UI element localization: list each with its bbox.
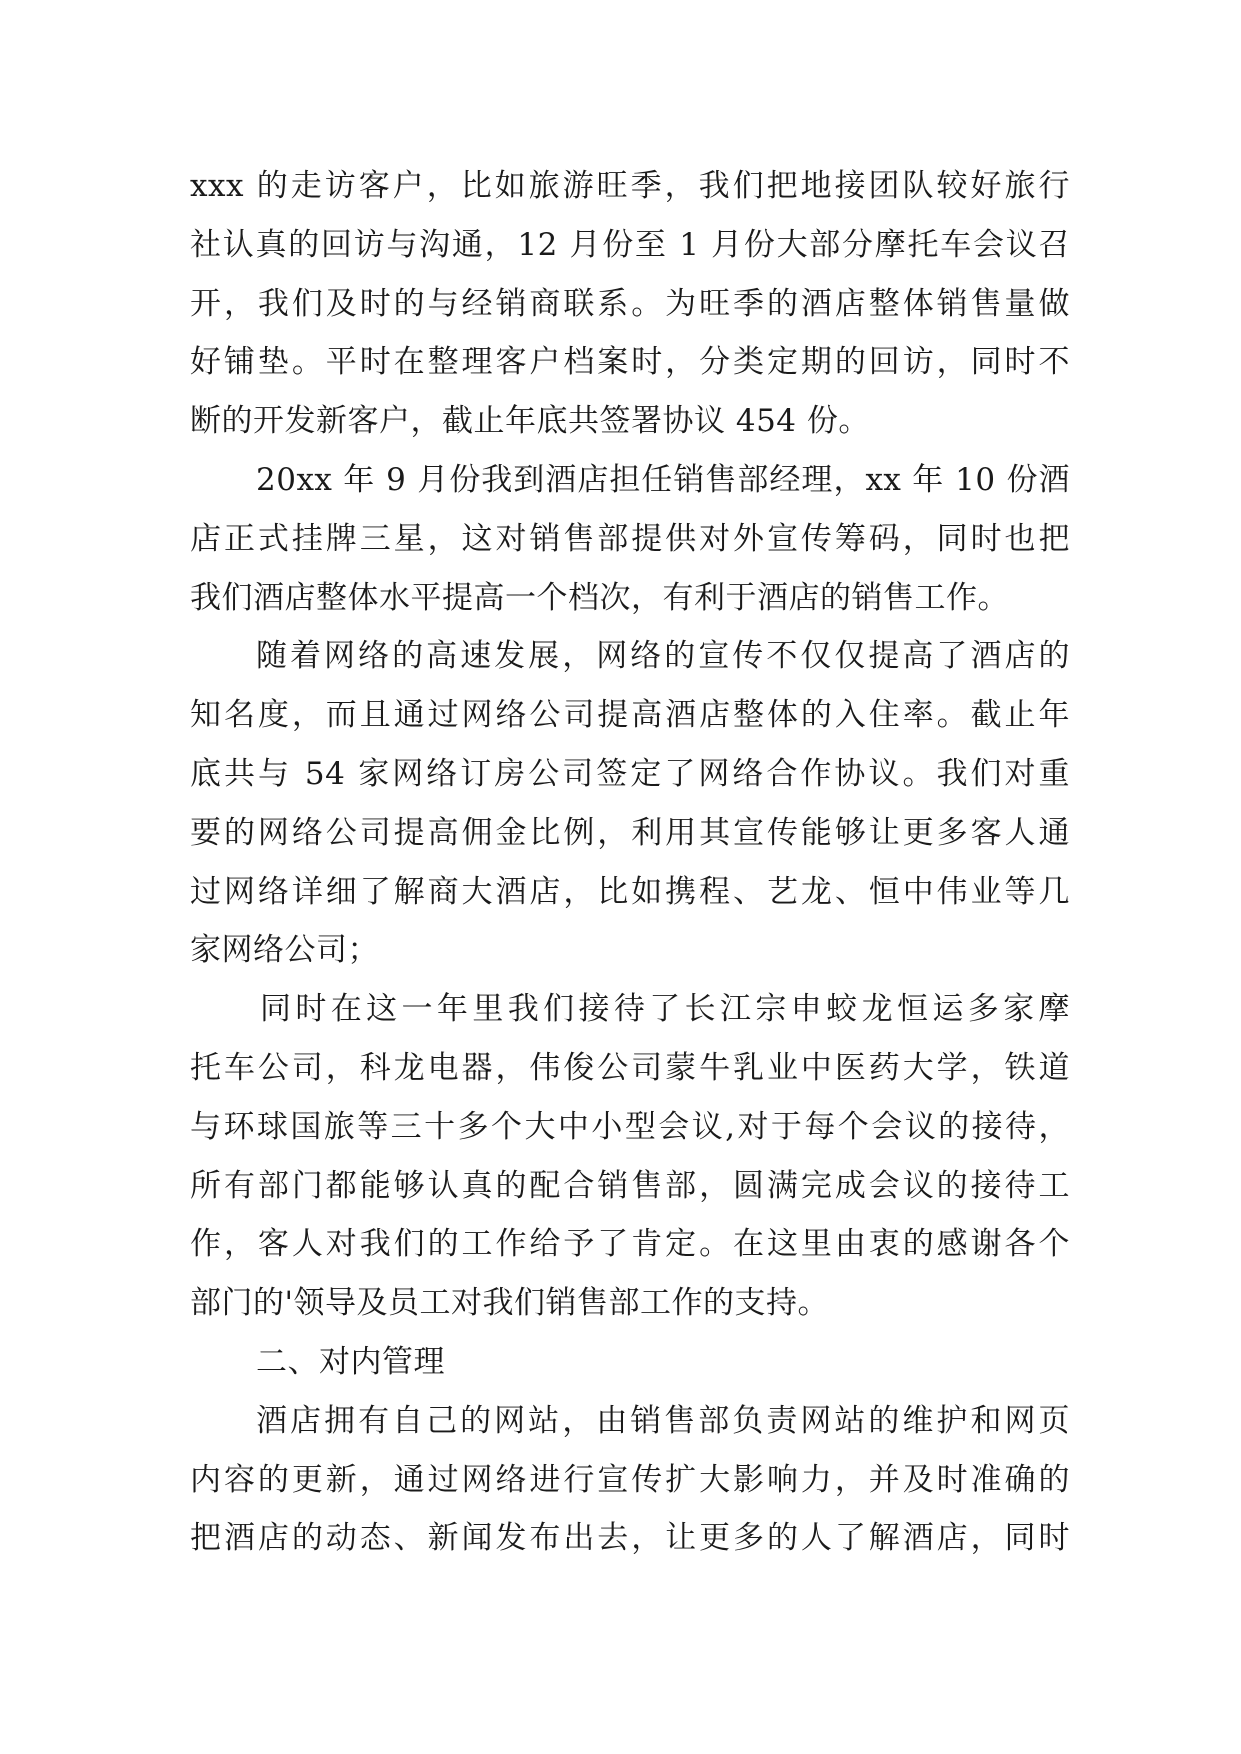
text-line: 断的开发新客户，截止年底共签署协议 454 份。 <box>190 403 870 440</box>
text-line: 开，我们及时的与经销商联系。为旺季的酒店整体销售量做 <box>190 285 1070 322</box>
text-line: 家网络公司； <box>190 932 379 969</box>
text-line: 把酒店的动态、新闻发布出去，让更多的人了解酒店，同时 <box>190 1520 1070 1557</box>
text-line: 所有部门都能够认真的配合销售部，圆满完成会议的接待工 <box>190 1167 1070 1204</box>
text-line: 过网络详细了解商大酒店，比如携程、艺龙、恒中伟业等几 <box>190 873 1070 910</box>
text-line: 好铺垫。平时在整理客户档案时，分类定期的回访，同时不 <box>190 344 1070 381</box>
section-heading: 二、对内管理 <box>256 1343 445 1380</box>
text-line: 要的网络公司提高佣金比例，利用其宣传能够让更多客人通 <box>190 814 1070 851</box>
text-line: 底共与 54 家网络订房公司签定了网络合作协议。我们对重 <box>190 755 1070 792</box>
text-line: 内容的更新，通过网络进行宣传扩大影响力，并及时准确的 <box>190 1461 1070 1498</box>
text-line: xxx 的走访客户，比如旅游旺季，我们把地接团队较好旅行 <box>190 168 1070 204</box>
text-line: 部门的'领导及员工对我们销售部工作的支持。 <box>190 1285 830 1322</box>
text-line: 20xx 年 9 月份我到酒店担任销售部经理，xx 年 10 份酒 <box>256 461 1070 498</box>
text-line: 社认真的回访与沟通，12 月份至 1 月份大部分摩托车会议召 <box>190 226 1070 263</box>
text-line: 知名度，而且通过网络公司提高酒店整体的入住率。截止年 <box>190 697 1070 734</box>
text-line: 与环球国旅等三十多个大中小型会议,对于每个会议的接待， <box>190 1108 1070 1145</box>
text-line: 同时在这一年里我们接待了长江宗申蛟龙恒运多家摩 <box>260 991 1070 1028</box>
text-line: 店正式挂牌三星，这对销售部提供对外宣传筹码，同时也把 <box>190 520 1070 557</box>
text-line: 托车公司，科龙电器，伟俊公司蒙牛乳业中医药大学，铁道 <box>190 1049 1070 1086</box>
text-line: 随着网络的高速发展，网络的宣传不仅仅提高了酒店的 <box>256 638 1070 675</box>
body-text <box>190 157 1070 1568</box>
text-line: 酒店拥有自己的网站，由销售部负责网站的维护和网页 <box>256 1402 1070 1439</box>
text-line: 我们酒店整体水平提高一个档次，有利于酒店的销售工作。 <box>190 579 1009 616</box>
text-line: 作，客人对我们的工作给予了肯定。在这里由衷的感谢各个 <box>190 1226 1070 1263</box>
